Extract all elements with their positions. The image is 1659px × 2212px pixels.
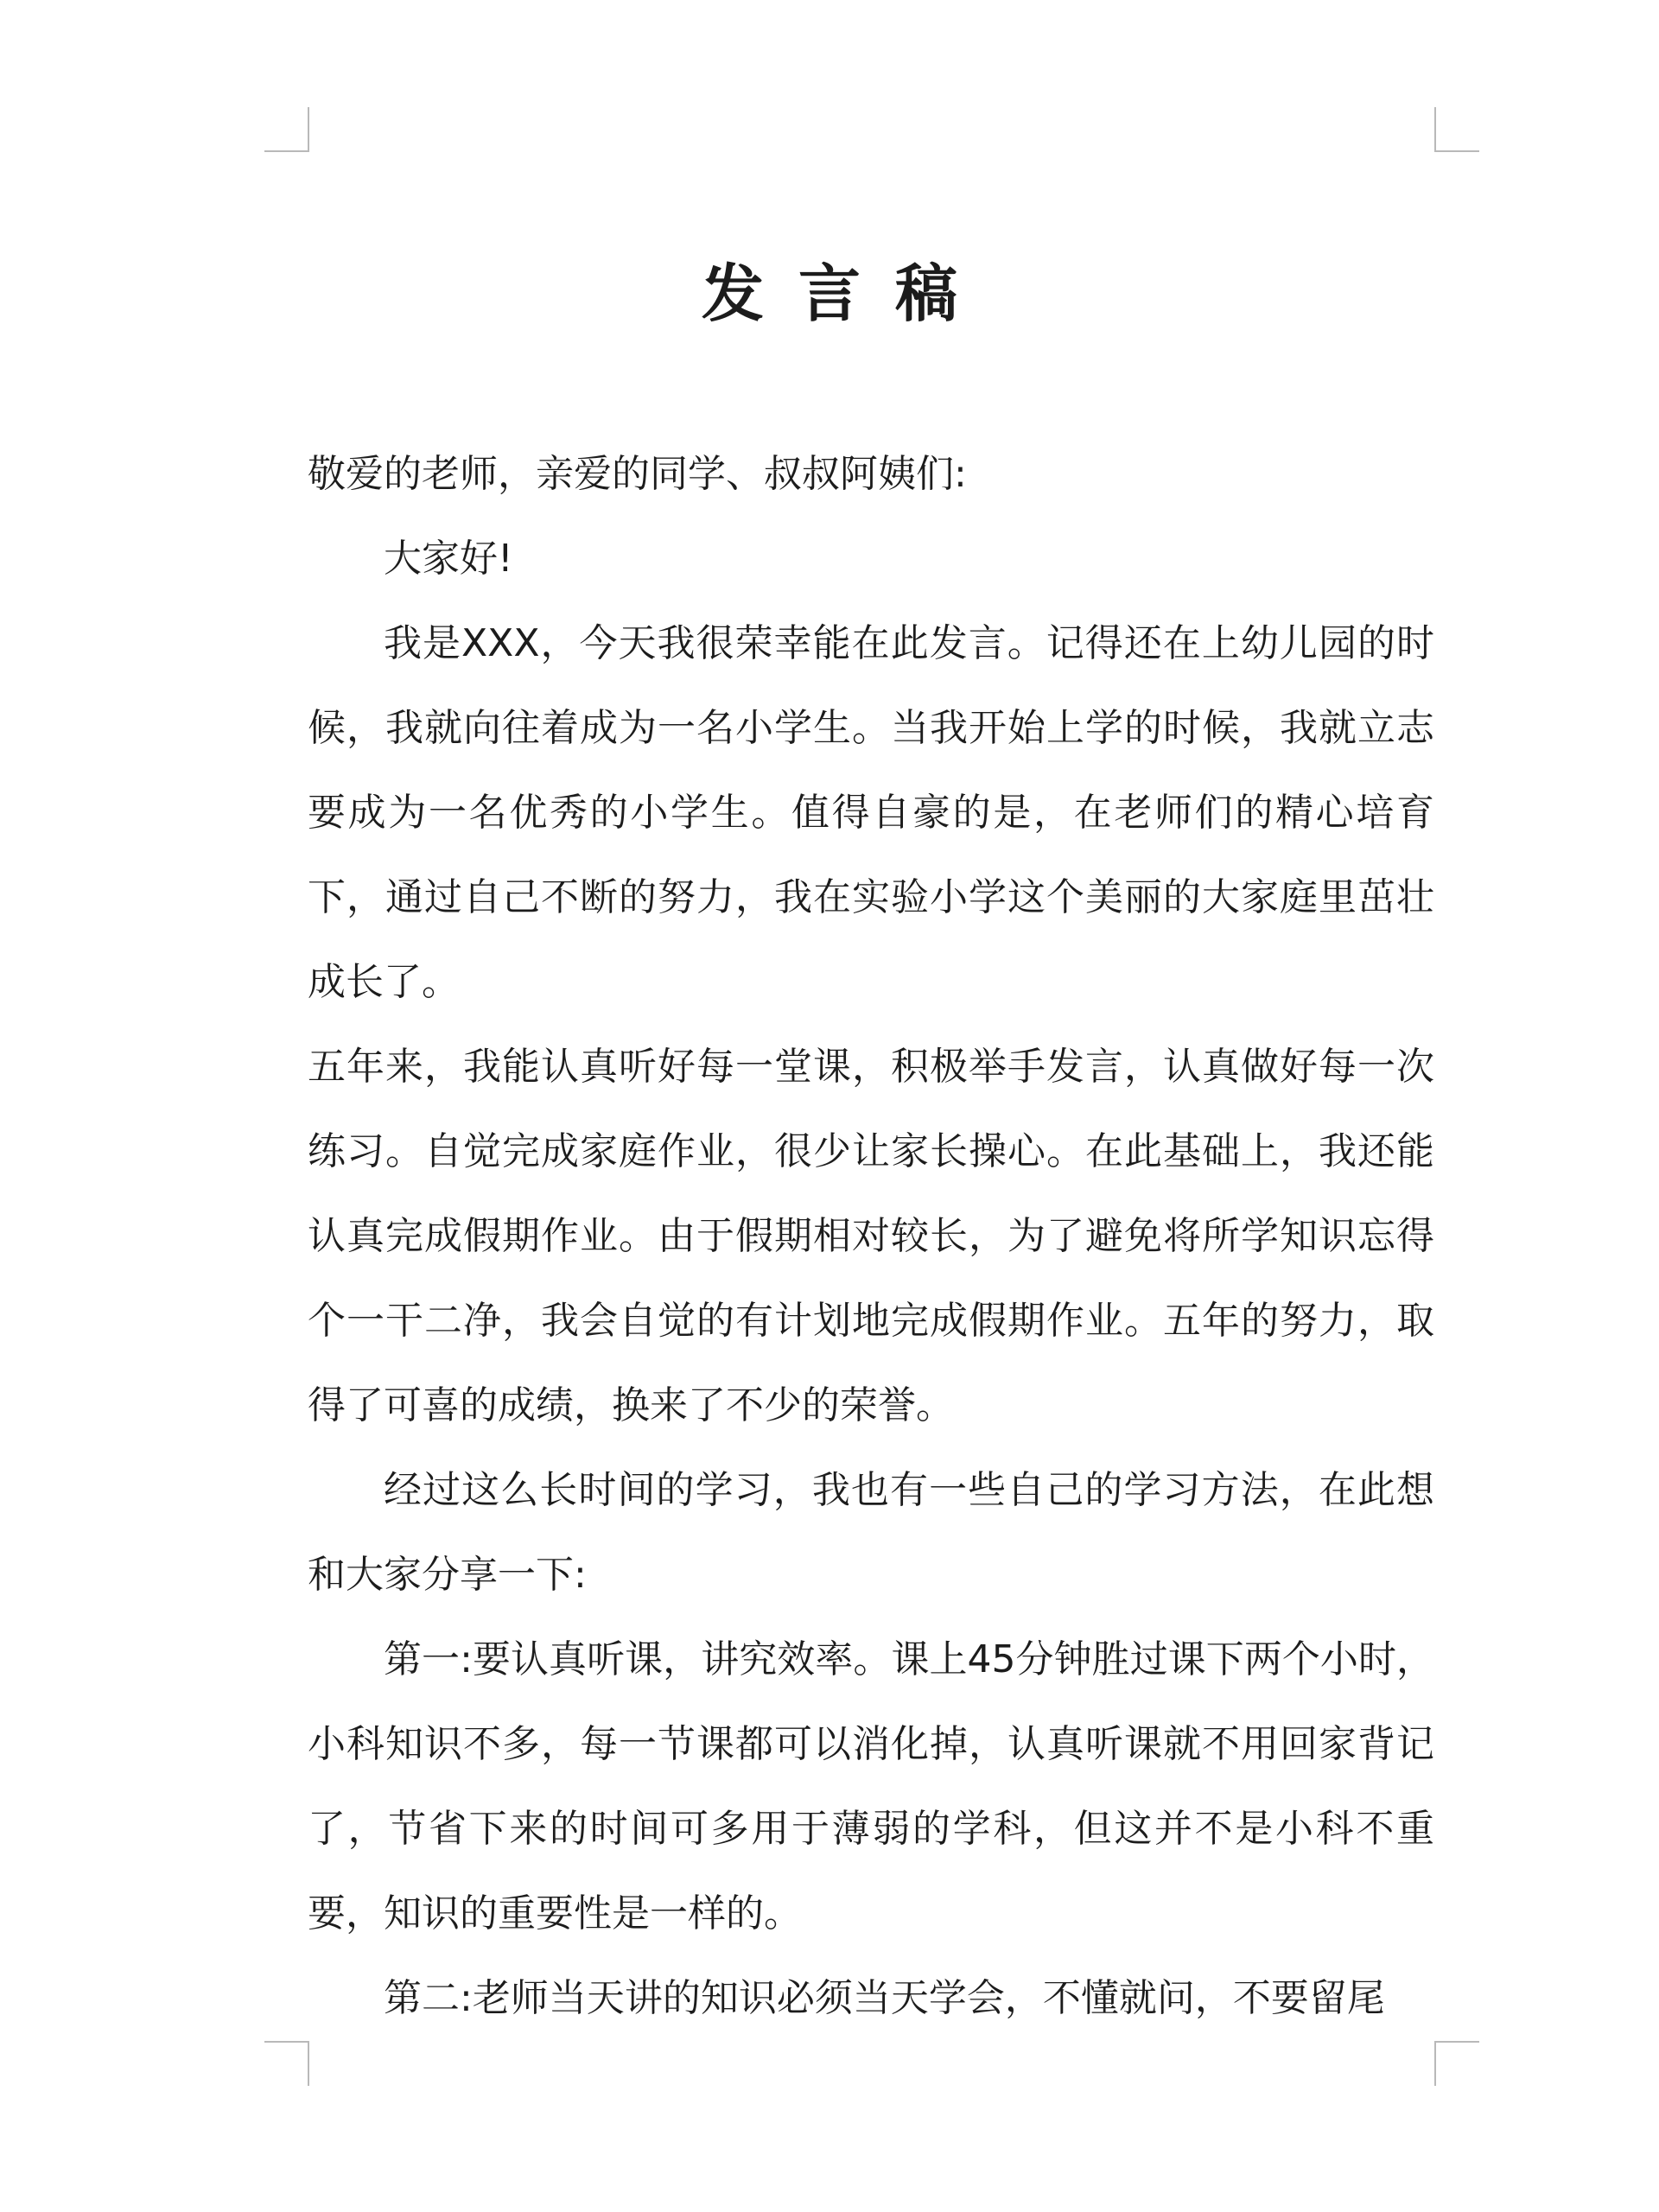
body-paragraph: 五年来，我能认真听好每一堂课，积极举手发言，认真做好每一次练习。自觉完成家庭作业，很少让家长操心。在此基础上，我还能认真完成假期作业。由于假期相对较长，为了避免将所学知识忘得个一干二净，我会自觉的有计划地完成假期作业。五年的努力，取得了可喜的成绩，换来了不少的荣誉。 [308, 1045, 1434, 1427]
crop-mark-bottom-right [1434, 2041, 1479, 2086]
document-body [308, 432, 1434, 2041]
body-paragraph: 经过这么长时间的学习，我也有一些自己的学习方法，在此想和大家分享一下: [308, 1468, 1434, 1597]
crop-mark-top-left [264, 107, 309, 152]
document-title: 发言稿 [701, 257, 992, 330]
crop-mark-bottom-left [264, 2041, 309, 2086]
salutation-paragraph: 敬爱的老师，亲爱的同学、叔叔阿姨们: [308, 452, 967, 496]
body-paragraph: 第二:老师当天讲的知识必须当天学会，不懂就问，不要留尾 [384, 1976, 1385, 2020]
body-paragraph: 我是XXX，今天我很荣幸能在此发言。记得还在上幼儿园的时候，我就向往着成为一名小学生。当我开始上学的时候，我就立志要成为一名优秀的小学生。值得自豪的是，在老师们的精心培育下，通过自己不断的努力，我在实验小学这个美丽的大家庭里茁壮成长了。 [308, 621, 1434, 1004]
greeting-paragraph: 大家好! [384, 537, 513, 581]
body-paragraph: 第一:要认真听课，讲究效率。课上45分钟胜过课下两个小时，小科知识不多，每一节课都可以消化掉，认真听课就不用回家背记了，节省下来的时间可多用于薄弱的学科，但这并不是小科不重要，知识的重要性是一样的。 [308, 1637, 1434, 1936]
crop-mark-top-right [1434, 107, 1479, 152]
